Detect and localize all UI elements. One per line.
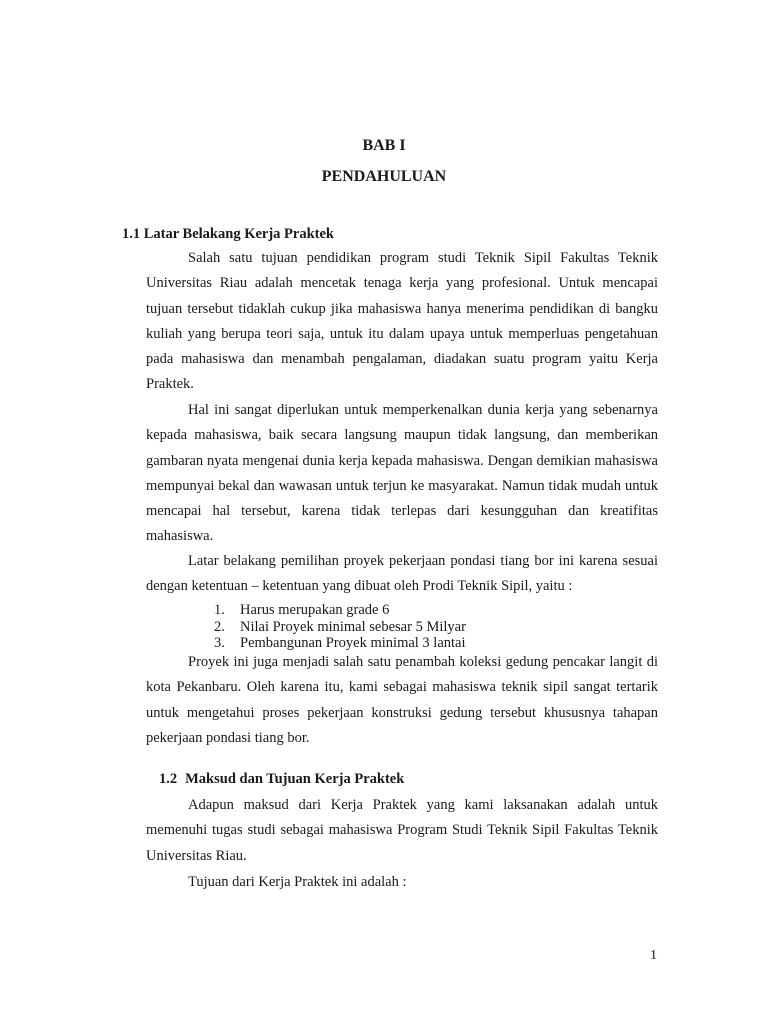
paragraph: Hal ini sangat diperlukan untuk memperkenalkan dunia kerja yang sebenarnya kepada mahasiswa, baik secara langsung maupun tidak langsung, dan memberikan gambaran nyata mengenai dunia kerja kepada mahasiswa. Dengan demikian mahasiswa mempunyai bekal dan wawasan untuk terjun ke masyarakat. Namun tidak mudah untuk mencapai hal tersebut, karena tidak terlepas dari kesungguhan dan kreatifitas mahasiswa. [146, 402, 658, 545]
paragraph: Proyek ini juga menjadi salah satu penambah koleksi gedung pencakar langit di kota Pekanbaru. Oleh karena itu, kami sebagai mahasiswa teknik sipil sangat tertarik untuk mengetahui proses pekerjaan konstruksi gedung tersebut khususnya tahapan pekerjaan pondasi tiang bor. [146, 654, 658, 746]
section-title: Maksud dan Tujuan Kerja Praktek [185, 771, 405, 787]
list-item-number: 3. [214, 635, 225, 651]
requirements-list [214, 602, 466, 652]
chapter-label: BAB I [362, 137, 406, 154]
list-item [214, 619, 466, 636]
paragraph: Adapun maksud dari Kerja Praktek yang kami laksanakan adalah untuk memenuhi tugas studi sebagai mahasiswa Program Studi Teknik Sipil Fakultas Teknik Universitas Riau. [146, 797, 658, 864]
list-item-text: Pembangunan Proyek minimal 3 lantai [240, 635, 466, 651]
list-item-number: 2. [214, 618, 225, 635]
paragraph: Tujuan dari Kerja Praktek ini adalah : [188, 874, 407, 890]
paragraph: Latar belakang pemilihan proyek pekerjaan pondasi tiang bor ini karena sesuai dengan ketentuan – ketentuan yang dibuat oleh Prodi Teknik Sipil, yaitu : [146, 553, 658, 595]
list-item [214, 602, 466, 619]
chapter-title: PENDAHULUAN [321, 168, 447, 185]
list-item-text: Harus merupakan grade 6 [240, 602, 390, 618]
paragraph: Salah satu tujuan pendidikan program studi Teknik Sipil Fakultas Teknik Universitas Riau adalah mencetak tenaga kerja yang profesional. Untuk mencapai tujuan tersebut tidaklah cukup jika mahasiswa hanya menerima pendidikan di bangku kuliah yang berupa teori saja, untuk itu dalam upaya untuk memperluas pengetahuan pada mahasiswa dan menambah pengalaman, diadakan suatu program yaitu Kerja Praktek. [146, 250, 658, 393]
section-heading-1-1: 1.1 Latar Belakang Kerja Praktek [122, 226, 334, 242]
list-item-number: 1. [214, 602, 225, 618]
section-number: 1.2 [159, 771, 178, 787]
page-number: 1 [650, 948, 657, 963]
section-heading-1-2 [159, 771, 404, 788]
list-item-text: Nilai Proyek minimal sebesar 5 Milyar [240, 618, 466, 635]
